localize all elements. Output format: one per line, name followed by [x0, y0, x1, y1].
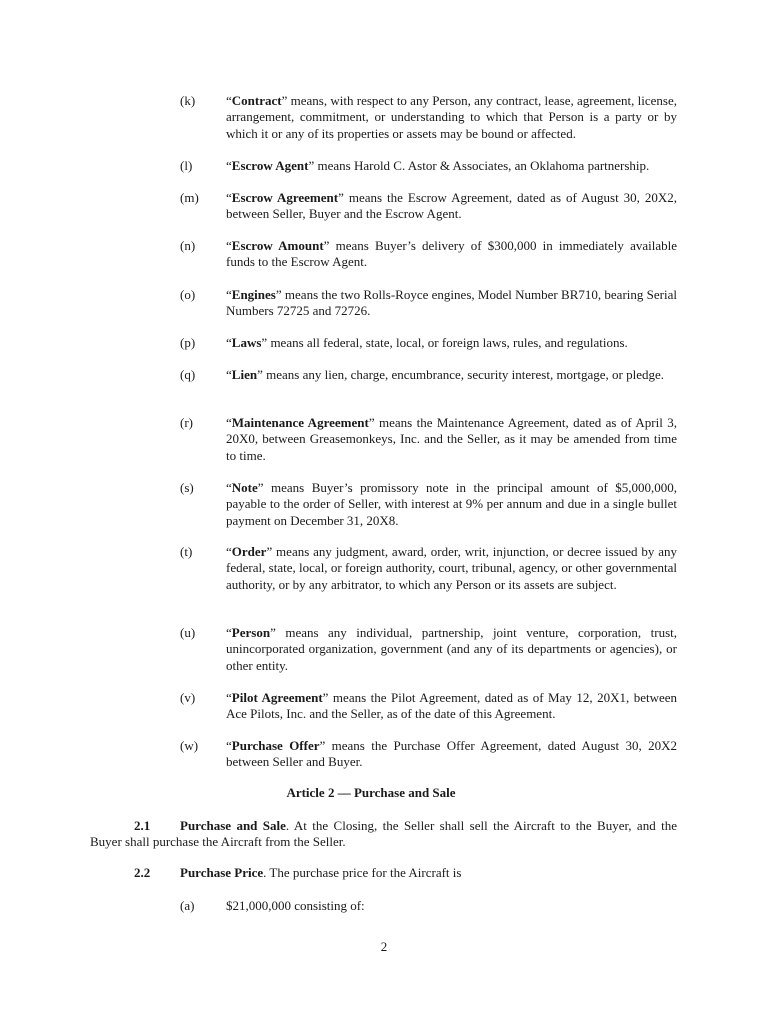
- definition-text: [226, 480, 677, 529]
- section-title: Purchase and Sale: [180, 818, 286, 833]
- close-quote: ”: [257, 367, 263, 382]
- definition-body: means the two Rolls-Royce engines, Model Number BR710, bearing Serial Numbers 72725 and 72726.: [226, 287, 677, 319]
- close-quote: ”: [319, 738, 326, 753]
- definition-item: [180, 287, 677, 320]
- definition-body: means Buyer’s delivery of $300,000 in immediately available funds to the Escrow Agent.: [226, 238, 677, 270]
- definition-item: [180, 335, 677, 351]
- close-quote: ”: [266, 544, 273, 559]
- definition-text: [226, 738, 677, 771]
- open-quote: “: [226, 415, 232, 430]
- open-quote: “: [226, 738, 232, 753]
- section-number: 2.1: [134, 818, 151, 833]
- open-quote: “: [226, 335, 232, 350]
- open-quote: “: [226, 158, 232, 173]
- page-number: 2: [380, 939, 388, 954]
- defined-term: Purchase Offer: [231, 738, 320, 753]
- close-quote: ”: [257, 480, 264, 495]
- close-quote: ”: [368, 415, 375, 430]
- definition-item: [180, 190, 677, 223]
- definition-item: [180, 625, 677, 674]
- defined-term: Engines: [231, 287, 276, 302]
- defined-term: Escrow Agreement: [231, 190, 339, 205]
- defined-term: Escrow Agent: [231, 158, 309, 173]
- defined-term: Order: [231, 544, 267, 559]
- close-quote: ”: [261, 335, 268, 350]
- definition-body: means any individual, partnership, joint venture, corporation, trust, unincorporated organization, government (and any of its departments or agencies), or other entity.: [226, 625, 677, 673]
- definition-item: [180, 415, 677, 464]
- definition-text: [226, 335, 677, 351]
- section-title: Purchase Price: [180, 865, 264, 880]
- open-quote: “: [226, 367, 232, 382]
- close-quote: ”: [338, 190, 344, 205]
- definition-text: [226, 158, 677, 174]
- subsection-text: $21,000,000 consisting of:: [226, 898, 365, 913]
- definition-letter: (s): [180, 480, 194, 495]
- definition-item: [180, 158, 677, 174]
- close-quote: ”: [281, 93, 288, 108]
- definition-text: [226, 690, 677, 723]
- section-text: . The purchase price for the Aircraft is: [263, 865, 462, 880]
- definition-body: means the Purchase Offer Agreement, dated August 30, 20X2 between Seller and Buyer.: [226, 738, 677, 770]
- definition-body: means all federal, state, local, or foreign laws, rules, and regulations.: [267, 335, 628, 350]
- definition-letter: (o): [180, 287, 196, 302]
- section-2-1: [90, 818, 677, 851]
- defined-term: Lien: [231, 367, 258, 382]
- close-quote: ”: [275, 287, 282, 302]
- definition-letter: (r): [180, 415, 193, 430]
- definition-text: [226, 544, 677, 593]
- definition-letter: (w): [180, 738, 199, 753]
- definition-body: means any judgment, award, order, writ, injunction, or decree issued by any federal, state, local, or foreign authority, court, tribunal, agency, or other governmental authority, or by any arbitrator, to which any Person or its assets are subject.: [226, 544, 677, 592]
- definition-text: [226, 287, 677, 320]
- open-quote: “: [226, 287, 232, 302]
- definition-item: [180, 367, 677, 383]
- definition-text: [226, 415, 677, 464]
- open-quote: “: [226, 480, 232, 495]
- definition-letter: (v): [180, 690, 196, 705]
- definition-text: [226, 625, 677, 674]
- definition-item: [180, 690, 677, 723]
- definition-item: [180, 738, 677, 771]
- open-quote: “: [226, 690, 232, 705]
- defined-term: Escrow Amount: [231, 238, 324, 253]
- open-quote: “: [226, 625, 232, 640]
- section-text: . At the Closing, the Seller shall sell the Aircraft to the Buyer, and the Buyer shall purchase the Aircraft from the Seller.: [90, 818, 677, 850]
- definition-body: means the Maintenance Agreement, dated as of April 3, 20X0, between Greasemonkeys, Inc. and the Seller, as it may be amended from time to time.: [226, 415, 678, 463]
- definition-letter: (m): [180, 190, 199, 205]
- definition-body: means any lien, charge, encumbrance, security interest, mortgage, or pledge.: [262, 367, 665, 382]
- definition-body: means the Pilot Agreement, dated as of May 12, 20X1, between Ace Pilots, Inc. and the Seller, as of the date of this Agreement.: [226, 690, 678, 722]
- section-number: 2.2: [134, 865, 151, 880]
- definition-item: [180, 480, 677, 529]
- subsection-a: [180, 898, 365, 914]
- open-quote: “: [226, 544, 232, 559]
- subsection-letter: (a): [180, 898, 195, 913]
- definition-body: means, with respect to any Person, any contract, lease, agreement, license, arrangement, commitment, or understanding to which that Person is a party or by which it or any of its properties or assets may be bound or affected.: [226, 93, 677, 141]
- defined-term: Note: [231, 480, 258, 495]
- definition-item: [180, 238, 677, 271]
- open-quote: “: [226, 93, 232, 108]
- section-2-2: [90, 865, 677, 881]
- definition-body: means Buyer’s promissory note in the principal amount of $5,000,000, payable to the order of Seller, with interest at 9% per annum and due in a single bullet payment on December 31, 20X8.: [226, 480, 677, 528]
- close-quote: ”: [308, 158, 315, 173]
- definition-text: [226, 190, 677, 223]
- definition-text: [226, 93, 677, 142]
- definition-letter: (t): [180, 544, 193, 559]
- article-heading: Article 2 — Purchase and Sale: [286, 785, 456, 800]
- definition-item: [180, 93, 677, 142]
- close-quote: ”: [270, 625, 276, 640]
- definition-letter: (n): [180, 238, 196, 253]
- definition-letter: (k): [180, 93, 196, 108]
- close-quote: ”: [322, 690, 329, 705]
- definition-letter: (u): [180, 625, 196, 640]
- defined-term: Person: [231, 625, 271, 640]
- close-quote: ”: [323, 238, 330, 253]
- defined-term: Maintenance Agreement: [231, 415, 369, 430]
- definition-body: means the Escrow Agreement, dated as of August 30, 20X2, between Seller, Buyer and the Escrow Agent.: [226, 190, 678, 222]
- definition-letter: (l): [180, 158, 193, 173]
- open-quote: “: [226, 238, 232, 253]
- definition-text: [226, 238, 677, 271]
- definition-item: [180, 544, 677, 593]
- defined-term: Laws: [231, 335, 262, 350]
- defined-term: Pilot Agreement: [231, 690, 323, 705]
- definition-letter: (q): [180, 367, 196, 382]
- definition-body: means Harold C. Astor & Associates, an Oklahoma partnership.: [314, 158, 650, 173]
- defined-term: Contract: [231, 93, 282, 108]
- definition-letter: (p): [180, 335, 196, 350]
- open-quote: “: [226, 190, 232, 205]
- definition-text: [226, 367, 677, 383]
